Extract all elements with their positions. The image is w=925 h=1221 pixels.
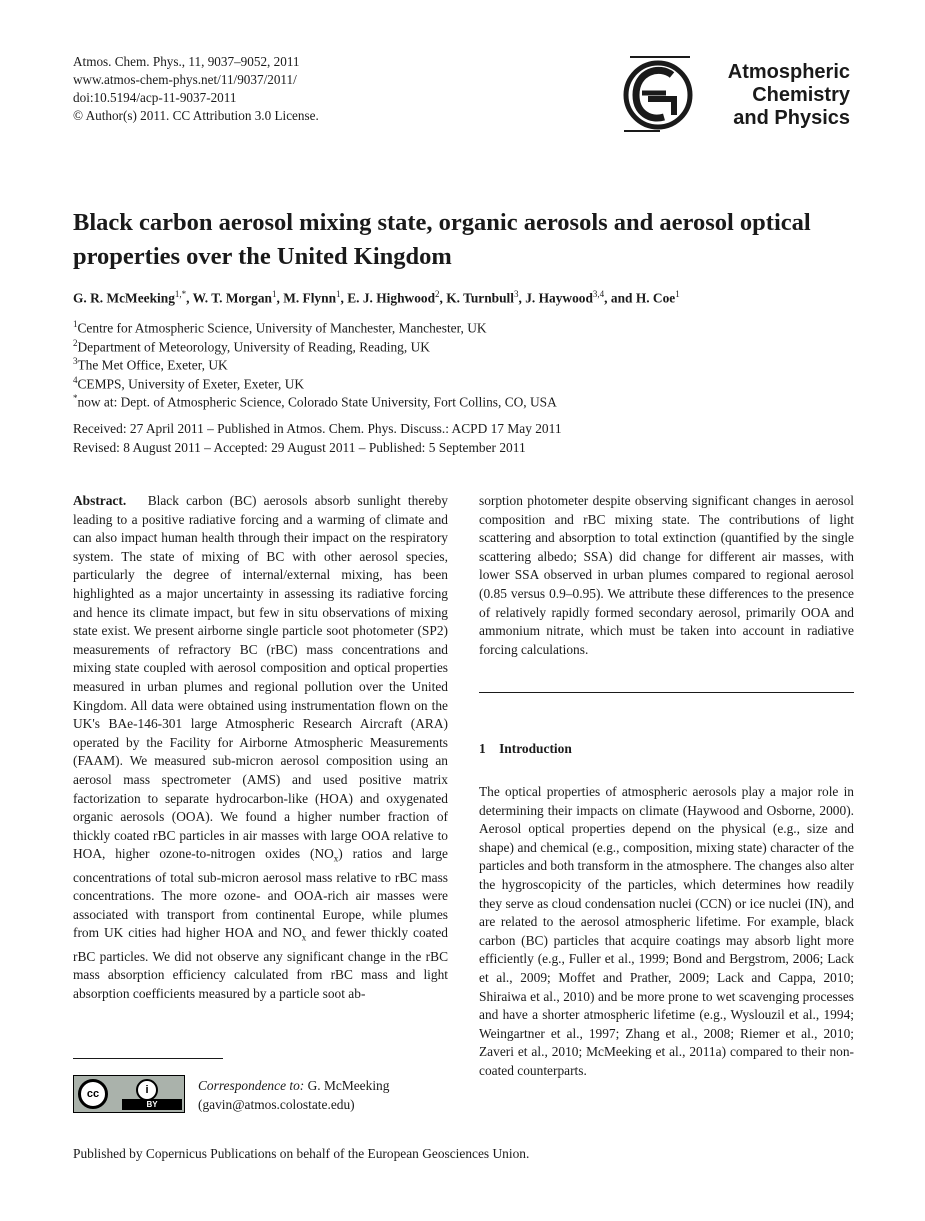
- attribution-person-icon: i: [136, 1079, 158, 1101]
- author-affiliation-marker: 1: [272, 289, 277, 299]
- author-separator: ,: [340, 290, 348, 306]
- abstract-text-part2: ) ratios and large concentrations of total sub-micron aerosol mass relative to rBC mass concentrations. The more ozone- and OOA-rich air masses were associated with transport from continental Europe, while plumes from UK cities had higher HOA and NO: [73, 846, 449, 941]
- cc-by-label: BY: [122, 1099, 182, 1110]
- journal-reference: Atmos. Chem. Phys., 11, 9037–9052, 2011: [73, 54, 300, 69]
- affiliation-2: $^2$Department of Meteorology, University of Reading, Reading, UK: [73, 337, 430, 354]
- journal-url: www.atmos-chem-phys.net/11/9037/2011/: [73, 72, 297, 87]
- introduction-heading: 1 Introduction: [479, 741, 572, 756]
- author-list: [73, 289, 680, 306]
- author-name: E. J. Highwood: [347, 290, 436, 306]
- correspondence-name: G. McMeeking: [307, 1078, 390, 1093]
- affiliation-1: $^1$Centre for Atmospheric Science, University of Manchester, Manchester, UK: [73, 319, 487, 336]
- author-separator: ,: [518, 290, 526, 306]
- affiliation-current: *now at: Dept. of Atmospheric Science, Colorado State University, Fort Collins, CO, USA: [73, 393, 557, 410]
- publisher-footer: Published by Copernicus Publications on behalf of the European Geosciences Union.: [73, 1146, 530, 1161]
- abstract-text-part1: Black carbon (BC) aerosols absorb sunlight thereby leading to a positive radiative forcing and a warming of climate and can also impact human health through their impact on the respiratory system. The state of mixing of BC with other aerosol species, particularly the degree of internal/external mixing, has been highlighted as a major uncertainty in assessing its radiative forcing and hence its climate impact, but few in situ observations of mixing state exist. We present airborne single particle soot photometer (SP2) measurements of refractory BC (rBC) mass concentrations and mixing state coupled with aerosol composition and optical properties measured in urban plumes and regional pollution over the United Kingdom. All data were obtained using instrumentation flown on the UK's BAe-146-301 large Atmospheric Research Aircraft (ARA) operated by the Facility for Airborne Atmospheric Measurements (FAAM). We measured sub-micron aerosol composition using an aerosol mass spectrometer (AMS) and used positive matrix factorization to separate hydrocarbon-like (HOA) and oxygenated organic aerosols (OOA). We found a higher number fraction of thickly coated rBC particles in air masses with large OOA relative to HOA, higher ozone-to-nitrogen oxides (NO: [73, 493, 449, 862]
- logo-line-chemistry: Chemistry: [752, 84, 850, 106]
- author-affiliation-marker: 1,*: [174, 289, 187, 299]
- license-line: © Author(s) 2011. CC Attribution 3.0 License.: [73, 108, 319, 123]
- journal-logo-icon: [620, 53, 698, 137]
- correspondence-label: Correspondence to:: [198, 1078, 305, 1093]
- received-dates: Received: 27 April 2011 – Published in Atmos. Chem. Phys. Discuss.: ACPD 17 May 2011: [73, 421, 562, 436]
- affiliation-4: $^4$CEMPS, University of Exeter, Exeter, UK: [73, 374, 305, 391]
- author-name: K. Turnbull: [446, 290, 514, 306]
- footnote-rule: [73, 1058, 223, 1059]
- author-separator: , and: [604, 290, 636, 306]
- logo-line-atmospheric: Atmospheric: [727, 61, 850, 83]
- cc-license-badge[interactable]: [73, 1075, 185, 1113]
- author-separator: ,: [186, 290, 193, 306]
- author-name: J. Haywood: [525, 290, 593, 306]
- author-affiliation-marker: 3,4: [592, 289, 605, 299]
- author-name: H. Coe: [635, 290, 676, 306]
- logo-line-physics: and Physics: [733, 107, 850, 129]
- correspondence: [198, 1076, 389, 1114]
- abstract-text-part4: sorption photometer despite observing significant changes in aerosol composition and rBC mixing state. The contributions of light scattering and absorption to total extinction (quantified by the single scattering albedo; SSA) did change for different air masses, with lower SSA observed in urban plumes compared to regional aerosol (0.85 versus 0.9–0.95). We attribute these differences to the presence of relatively rapidly formed secondary aerosol, primarily OOA and ammonium nitrate, which must be taken into account in radiative forcing calculations.: [479, 493, 854, 657]
- author-affiliation-marker: 3: [514, 289, 519, 299]
- cc-icon: cc: [78, 1079, 108, 1109]
- revised-dates: Revised: 8 August 2011 – Accepted: 29 August 2011 – Published: 5 September 2011: [73, 439, 526, 455]
- abstract-right-column: [479, 492, 854, 659]
- introduction-text: The optical properties of atmospheric aerosols play a major role in determining their impacts on climate (Haywood and Osborne, 2000). Aerosol optical properties depend on the physical (e.g., size and shape) and chemical (e.g., composition, mixing state) character of the particles and both transform in the atmosphere. The changes also alter the hygroscopicity of the particles, which determines how readily they serve as cloud condensation nuclei (CCN) or ice nuclei (IN), and are related to the aerosol atmospheric lifetime. For example, black carbon (BC) particles that acquire coatings may absorb light more efficiently (e.g., Fuller et al., 1999; Bond and Bergstrom, 2006; Lack et al., 2009; Moffet and Prather, 2009; Lack and Cappa, 2010; Shiraiwa et al., 2010) and be more prone to wet scavenging processes and have a shorter atmospheric lifetime (e.g., Wyslouzil et al., 1994; Weingartner et al., 1997; Zhang et al., 2008; Riemer et al., 2010; Zaveri et al., 2010; McMeeking et al., 2011a) compared to their non-coated counterparts.: [479, 784, 854, 1078]
- abstract-end-rule: [479, 692, 854, 693]
- author-separator: ,: [276, 290, 284, 306]
- correspondence-email[interactable]: (gavin@atmos.colostate.edu): [198, 1097, 355, 1112]
- abstract-left-column: Abstract. Black carbon (BC) aerosols absorb sunlight thereby leading to a positive radiative forcing and a warming of climate and can also impact human health through their impact on the respiratory system. The state of mixing of BC with other aerosol species, particularly the degree of internal/external mixing, has been highlighted as a major uncertainty in assessing its radiative forcing and hence its climate impact, but few in situ observations of mixing state exist. We present airborne single particle soot photometer (SP2) measurements of refractory BC (rBC) mass concentrations and mixing state coupled with aerosol composition and optical properties measured in urban plumes and regional pollution over the United Kingdom. All data were obtained using instrumentation flown on the UK's BAe-146-301 large Atmospheric Research Aircraft (ARA) operated by the Facility for Airborne Atmospheric Measurements (FAAM). We measured sub-micron aerosol composition using an aerosol mass spectrometer (AMS) and used positive matrix factorization to separate hydrocarbon-like (HOA) and oxygenated organic aerosols (OOA). We found a higher number fraction of thickly coated rBC particles in air masses with large OOA relative to HOA, higher ozone-to-nitrogen oxides $(NO_x)$ ratios and large concentrations of total sub-micron aerosol mass relative to rBC mass concentrations. The more ozone- and OOA-rich air masses were associated with transport from continental Europe, while plumes from UK cities had higher HOA and $NO_x$ and fewer thickly coated rBC particles. We did not observe any significant change in the rBC mass absorption efficiency calculated from rBC mass and light absorption coefficients measured by a particle soot ab-: [73, 493, 449, 1001]
- author-name: G. R. McMeeking: [73, 290, 175, 306]
- abstract-label: Abstract.: [73, 493, 127, 508]
- author-name: W. T. Morgan: [192, 290, 272, 306]
- paper-title: Black carbon aerosol mixing state, organic aerosols and aerosol optical properties over the United Kingdom: [73, 209, 811, 270]
- author-separator: ,: [439, 290, 447, 306]
- author-affiliation-marker: 2: [435, 289, 440, 299]
- author-name: M. Flynn: [283, 290, 337, 306]
- abstract-text-part3: and fewer thickly coated rBC particles. We did not observe any significant change in the rBC mass absorption efficiency calculated from rBC mass and light absorption coefficients measured by a particle soot ab: [73, 925, 448, 1001]
- author-affiliation-marker: 1: [675, 289, 680, 299]
- author-affiliation-marker: 1: [336, 289, 341, 299]
- doi: doi:10.5194/acp-11-9037-2011: [73, 90, 237, 105]
- affiliation-3: $^3$The Met Office, Exeter, UK: [73, 356, 228, 373]
